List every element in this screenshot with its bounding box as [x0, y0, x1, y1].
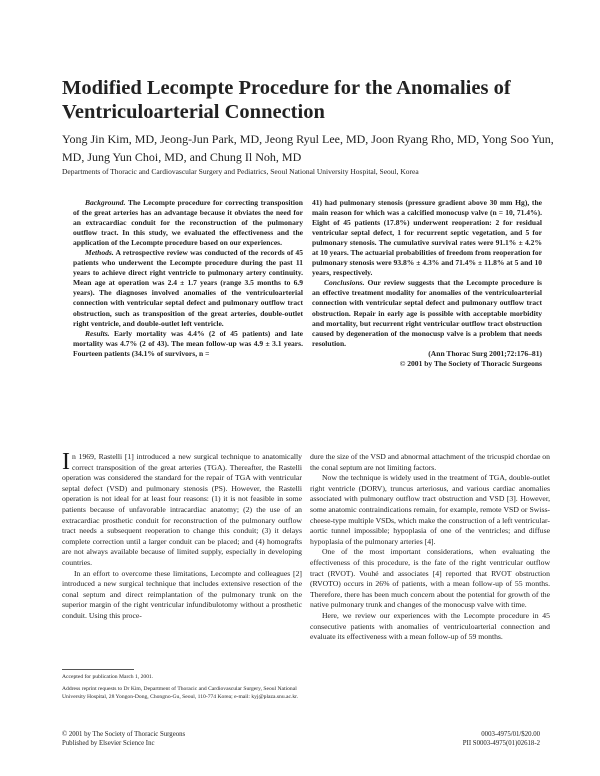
- author-list: Yong Jin Kim, MD, Jeong-Jun Park, MD, Jeong Ryul Lee, MD, Joon Ryang Rho, MD, Yong Soo Yun, MD, Jung Yun Choi, MD, and Chung Il Noh, MD: [62, 132, 554, 164]
- body-paragraph-3: dure the size of the VSD and abnormal attachment of the tricuspid chordae on the conal septum are not limiting factors.: [310, 452, 550, 472]
- footnote-accepted: Accepted for publication March 1, 2001.: [62, 674, 154, 680]
- body-right-column: [310, 452, 550, 643]
- abstract-left-column: [73, 198, 303, 359]
- abstract-background: [73, 198, 303, 248]
- drop-cap: I: [62, 449, 70, 475]
- body-paragraph-6: Here, we review our experiences with the Lecompte procedure in 45 consecutive patients with anomalies of ventriculoarterial connection and evaluate its effectiveness with a mean follow-up of 59 months.: [310, 610, 550, 642]
- methods-label: Methods.: [85, 248, 114, 258]
- article-title: Modified Lecompte Procedure for the Anomalies of Ventriculoarterial Connection: [62, 77, 511, 123]
- footer-publisher: [62, 730, 302, 748]
- conclusions-label: Conclusions.: [324, 278, 365, 288]
- methods-text: A retrospective review was conducted of the records of 45 patients who underwent the Lecompte procedure during the past 11 years to achieve direct right ventricle to pulmonary artery continuity. Mean age at operation was 2.4 ± 1.7 years (range 3.5 months to 6.9 years). The diagnoses involved anomalies of the ventriculoarterial connection with ventricular septal defect and pulmonary outflow tract obstruction, such as transposition of the great arteries, double-outlet right ventricle, and double-outlet left ventricle.: [73, 248, 303, 328]
- abstract-copyright: © 2001 by The Society of Thoracic Surgeons: [399, 358, 542, 368]
- footnote-reprints: Address reprint requests to Dr Kim, Department of Thoracic and Cardiovascular Surgery, Seoul National University Hospital, 28 Yongon-Dong, Chongno-Gu, Seoul, 110-774 Korea; e-mail: kyj@plaza.snu.ac.kr.: [62, 686, 299, 700]
- abstract-results: [73, 329, 303, 359]
- footnote-divider: [62, 669, 134, 670]
- journal-citation: (Ann Thorac Surg 2001;72:176–81): [428, 348, 542, 358]
- abstract-methods: [73, 248, 303, 328]
- footer-copyright: © 2001 by The Society of Thoracic Surgeons: [62, 731, 186, 738]
- body-left-column: [62, 449, 302, 622]
- footer-publisher-name: Published by Elsevier Science Inc: [62, 740, 155, 747]
- body-paragraph-2: In an effort to overcome these limitations, Lecompte and colleagues [2] introduced a new surgical technique that includes extensive resection of the conal septum and direct reimplantation of the pulmonary trunk on the superior margin of the right ventricular infundibulotomy without a prosthetic conduit. Using this proce-: [62, 568, 302, 620]
- footer-pii: PII S0003-4975(01)02618-2: [462, 740, 540, 747]
- conclusions-text: Our review suggests that the Lecompte procedure is an effective treatment modality for anomalies of the ventriculoarterial connection with ventricular septal defect and pulmonary outflow tract obstruction. Repair in early age is possible with acceptable morbidity and mortality, but recurrent right ventricular outflow tract obstruction caused by degeneration of the monocusp valve is a problem that needs resolution.: [312, 278, 542, 348]
- background-text: The Lecompte procedure for correcting transposition of the great arteries has an advantage because it obviates the need for an extracardiac conduit for the reconstruction of the pulmonary outflow tract. In this study, we evaluated the effectiveness and the application of the Lecompte procedure based on our experiences.: [73, 198, 303, 248]
- abstract-results-cont: [312, 198, 542, 278]
- abstract-conclusions: [312, 278, 542, 348]
- results-text-left: Early mortality was 4.4% (2 of 45 patients) and late mortality was 4.7% (2 of 43). The mean follow-up was 4.9 ± 3.1 years. Fourteen patients (34.1% of survivors, n =: [73, 328, 304, 358]
- body-paragraph-5: One of the most important considerations, when evaluating the effectiveness of this procedure, is the fate of the right ventricular outflow tract (RVOT). Vouhé and associates [4] reported that RVOT obstruction (RVOTO) occurs in 26% of patients, with a mean follow-up of 55 months. Therefore, there has been much concern about the potential for growth of the native pulmonary trunk and changes of the monocusp valve with time.: [310, 547, 550, 610]
- background-label: Background.: [85, 198, 126, 207]
- footer-issn: 0003-4975/01/$20.00: [481, 731, 540, 738]
- body-paragraph-4: Now the technique is widely used in the treatment of TGA, double-outlet right ventricle (DORV), truncus arteriosus, and various cardiac anomalies associated with pulmonary outflow tract obstruction and VSD [3]. However, some anatomic contraindications remain, for example, remote VSD or Swiss-cheese-type multiple VSDs, which make the construction of a left ventricular-aortic tunnel impossible; hypoplasia of one of the ventricles; and diffuse hypoplasia of the pulmonary arteries [4].: [310, 473, 550, 546]
- affiliation: Departments of Thoracic and Cardiovascular Surgery and Pediatrics, Seoul National University Hospital, Seoul, Korea: [62, 167, 419, 176]
- body-paragraph-1-text: n 1969, Rastelli [1] introduced a new surgical technique to anatomically correct transposition of the great arteries (TGA). Thereafter, the Rastelli operation was considered the standard for the repair of TGA with ventricular septal defect (VSD) and pulmonary stenosis (PS). However, the Rastelli operation is not ideal for at least four reasons: (1) it is not feasible in some patients because of unfavorable intracardiac anatomy; (2) the use of an extracardiac prosthetic conduit for reconstruction of the pulmonary outflow tract needs a subsequent reoperation to change this conduit; (3) it delays complete correction until a larger conduit can be placed; and (4) homografts are not always available because of limited supply, especially in developing countries.: [62, 452, 302, 567]
- abstract-right-column: [312, 198, 542, 369]
- results-label: Results.: [85, 328, 110, 338]
- footer-identifiers: [350, 730, 540, 748]
- body-paragraph-1: [62, 449, 302, 569]
- results-text-right: 41) had pulmonary stenosis (pressure gradient above 30 mm Hg), the main reason for which was a calcified monocusp valve (n = 10, 71.4%). Eight of 45 patients (17.8%) underwent reoperation: 2 for residual ventricular septal defect, 1 for recurrent septic vegetation, and 5 for pulmonary stenosis. The cumulative survival rates were 91.1% ± 4.2% at 10 years. The actuarial probabilities of freedom from reoperation for pulmonary stenosis were 93.8% ± 4.3% and 71.4% ± 11.8% at 5 and 10 years, respectively.: [312, 198, 542, 278]
